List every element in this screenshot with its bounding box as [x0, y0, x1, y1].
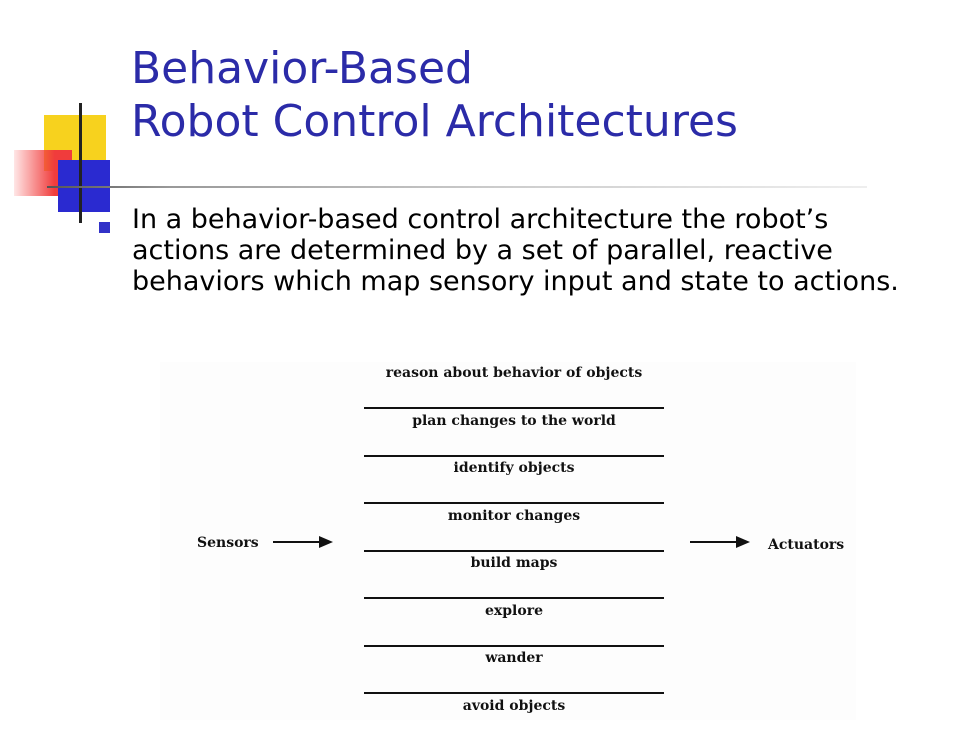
actuators-label: Actuators — [768, 537, 845, 553]
behavior-layer-label: avoid objects — [462, 697, 566, 714]
behavior-layer-label: plan changes to the world — [412, 412, 616, 429]
architecture-diagram — [160, 362, 856, 720]
arrow-right-icon — [273, 535, 335, 549]
behavior-layer — [364, 647, 664, 694]
behavior-layer — [364, 600, 664, 647]
arrow-right-icon — [690, 535, 752, 549]
behavior-layer-label: build maps — [470, 555, 558, 571]
bullet-text: In a behavior-based control architecture the robot’s actions are determined by a set of parallel, reactive behaviors which map sensory input and state to actions. — [132, 204, 899, 297]
sensors-label: Sensors — [197, 535, 259, 551]
slide-title-line-1: Behavior-Based — [131, 43, 473, 94]
behavior-layer — [364, 552, 664, 599]
slide-title — [131, 42, 738, 148]
behavior-layer-label: identify objects — [453, 460, 575, 476]
behavior-layer — [364, 695, 664, 742]
behavior-layer — [364, 505, 664, 552]
behavior-layer-label: reason about behavior of objects — [385, 365, 643, 381]
title-underline — [47, 186, 867, 188]
behavior-layer-label: monitor changes — [447, 507, 581, 524]
behavior-layer — [364, 362, 664, 409]
behavior-layer — [364, 457, 664, 504]
behavior-layer-label: explore — [485, 602, 543, 619]
slide-title-line-2: Robot Control Architectures — [131, 96, 738, 147]
decor-vertical-line — [79, 103, 82, 223]
behavior-layer — [364, 410, 664, 457]
bullet-square-icon — [99, 222, 110, 233]
behavior-layer-label: wander — [485, 650, 543, 666]
